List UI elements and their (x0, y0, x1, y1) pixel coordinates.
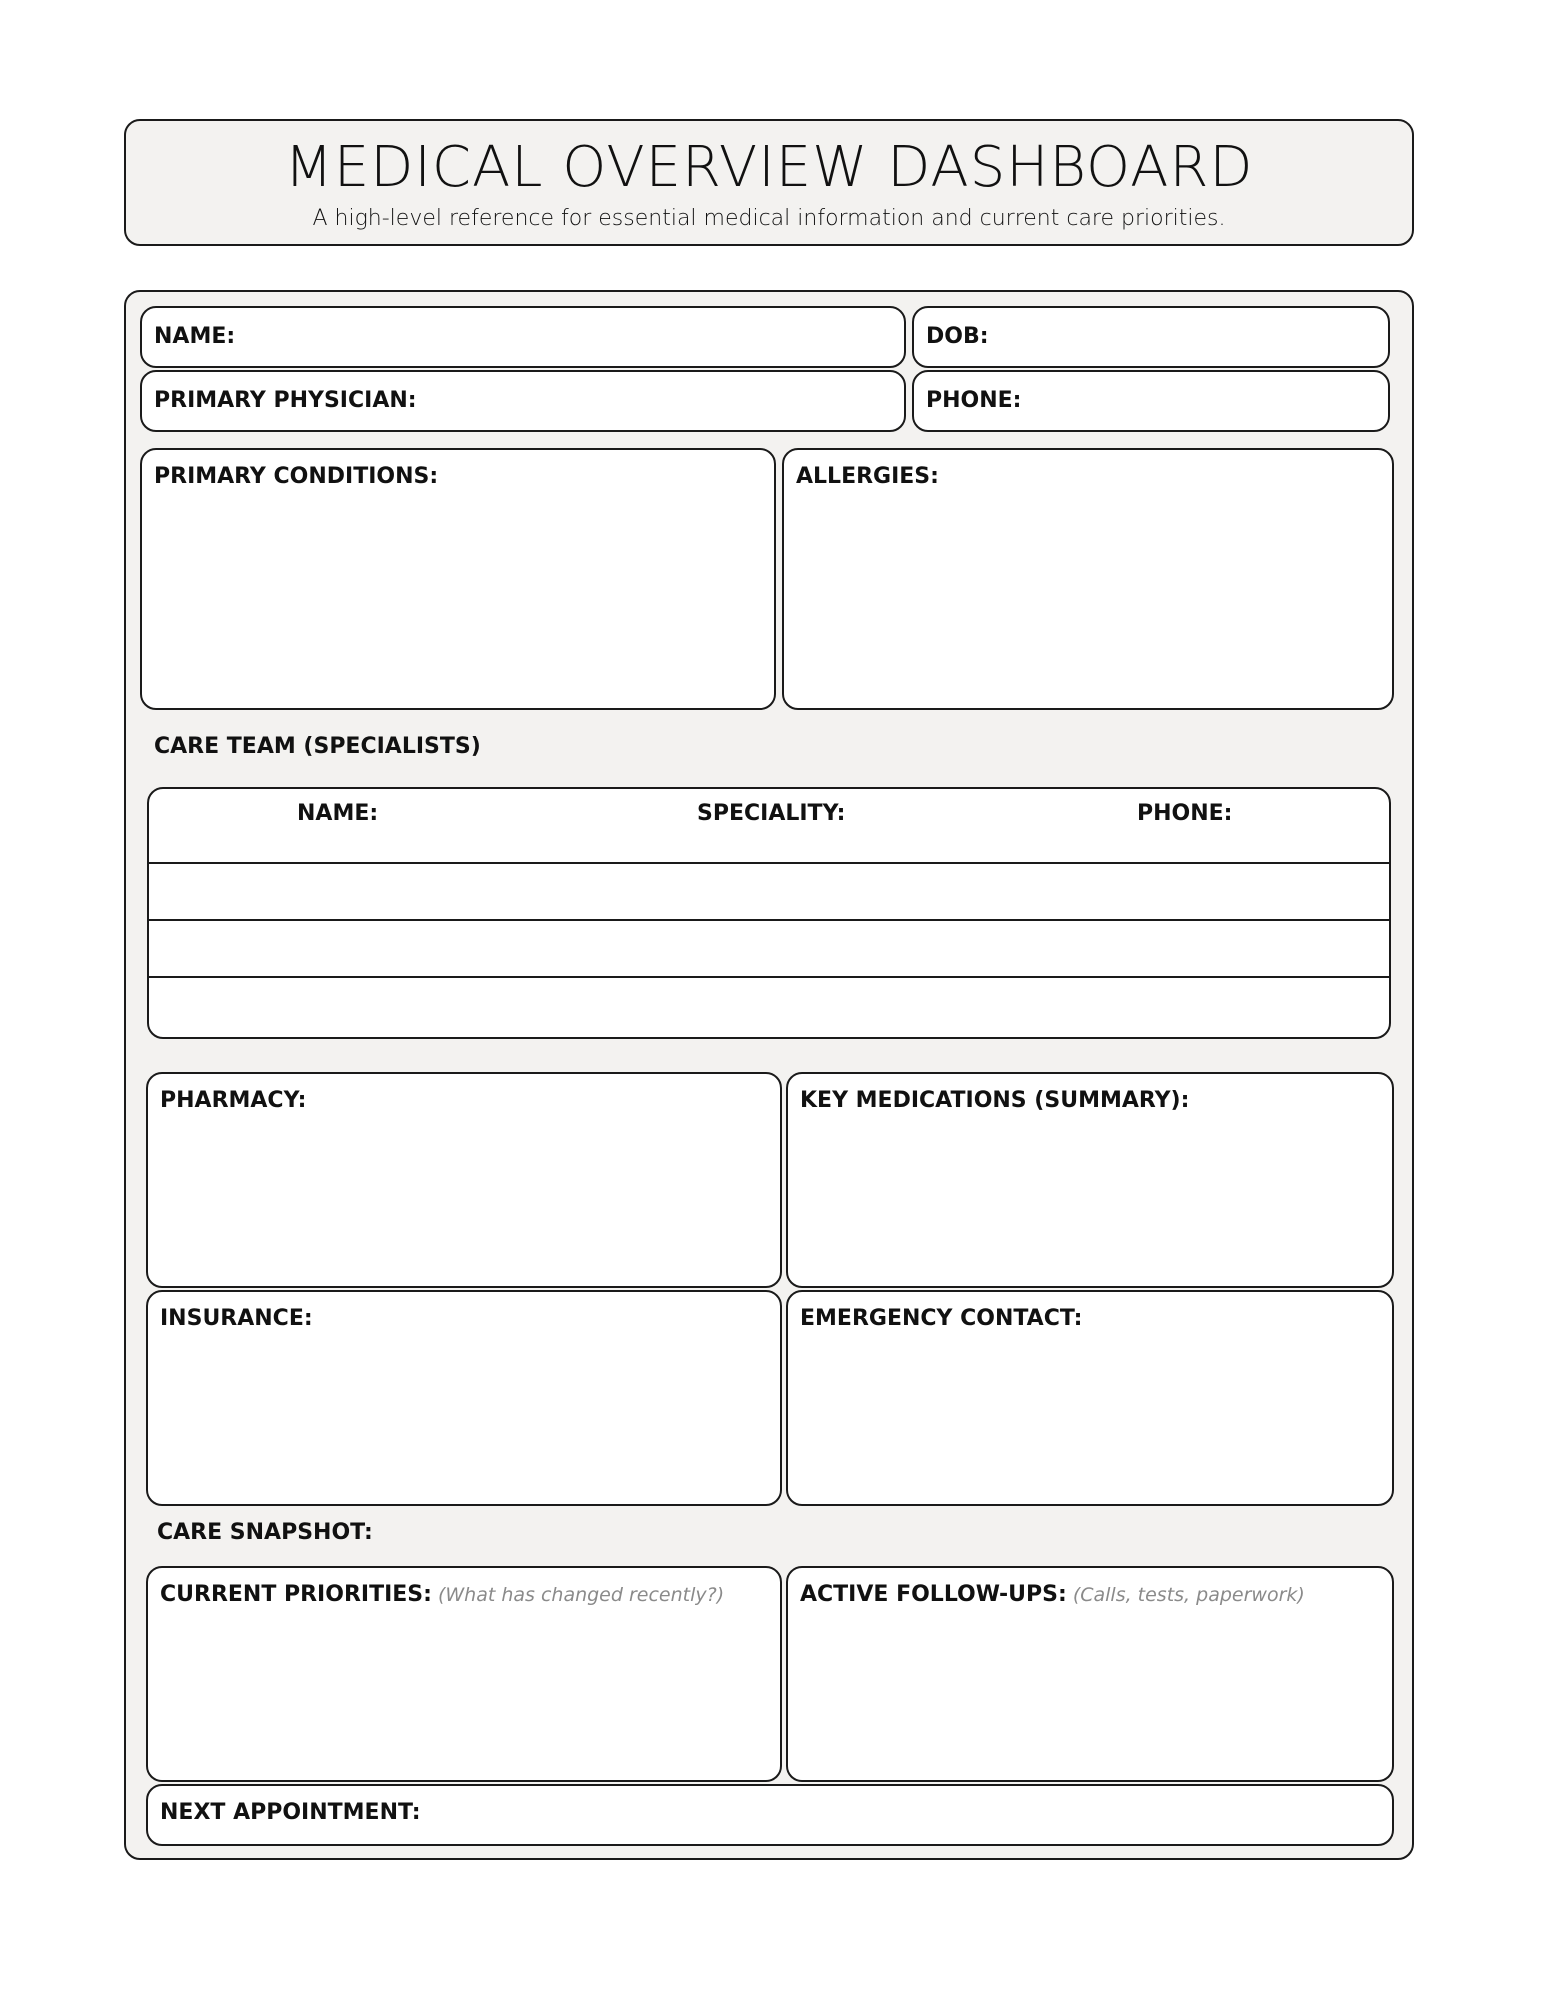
care-team-title: CARE TEAM (SPECIALISTS) (154, 734, 481, 759)
active-follow-ups-title: ACTIVE FOLLOW-UPS: (800, 1582, 1067, 1607)
current-priorities-title: CURRENT PRIORITIES: (160, 1582, 432, 1607)
column-header-name: NAME: (297, 801, 379, 826)
emergency-contact-label: EMERGENCY CONTACT: (800, 1306, 1083, 1331)
header-banner (124, 119, 1414, 246)
name-label: NAME: (154, 324, 236, 349)
column-header-speciality: SPECIALITY: (697, 801, 846, 826)
form-panel (124, 290, 1414, 1860)
page-title: MEDICAL OVERVIEW DASHBOARD (284, 135, 1254, 200)
name-field[interactable] (140, 306, 906, 368)
key-medications-label: KEY MEDICATIONS (SUMMARY): (800, 1088, 1190, 1113)
allergies-box[interactable] (782, 448, 1394, 710)
key-medications-box[interactable] (786, 1072, 1394, 1288)
page-subtitle: A high-level reference for essential medical information and current care priorities. (312, 206, 1226, 231)
next-appointment-label: NEXT APPOINTMENT: (160, 1800, 421, 1825)
primary-physician-label: PRIMARY PHYSICIAN: (154, 388, 417, 413)
phone-label: PHONE: (926, 388, 1022, 413)
table-divider (149, 976, 1389, 978)
table-divider (149, 919, 1389, 921)
insurance-box[interactable] (146, 1290, 782, 1506)
care-snapshot-title: CARE SNAPSHOT: (157, 1520, 373, 1545)
current-priorities-box[interactable] (146, 1566, 782, 1782)
dob-field[interactable] (912, 306, 1390, 368)
column-header-phone: PHONE: (1137, 801, 1233, 826)
pharmacy-label: PHARMACY: (160, 1088, 307, 1113)
pharmacy-box[interactable] (146, 1072, 782, 1288)
table-divider (149, 862, 1389, 864)
primary-conditions-box[interactable] (140, 448, 776, 710)
emergency-contact-box[interactable] (786, 1290, 1394, 1506)
next-appointment-field[interactable] (146, 1784, 1394, 1846)
allergies-label: ALLERGIES: (796, 464, 939, 489)
primary-physician-field[interactable] (140, 370, 906, 432)
current-priorities-label (160, 1580, 724, 1610)
primary-conditions-label: PRIMARY CONDITIONS: (154, 464, 439, 489)
active-follow-ups-label (800, 1580, 1305, 1610)
active-follow-ups-box[interactable] (786, 1566, 1394, 1782)
care-team-table (147, 787, 1391, 1039)
insurance-label: INSURANCE: (160, 1306, 313, 1331)
current-priorities-hint: (What has changed recently?) (437, 1584, 725, 1606)
dob-label: DOB: (926, 324, 989, 349)
active-follow-ups-hint: (Calls, tests, paperwork) (1072, 1584, 1305, 1606)
phone-field[interactable] (912, 370, 1390, 432)
